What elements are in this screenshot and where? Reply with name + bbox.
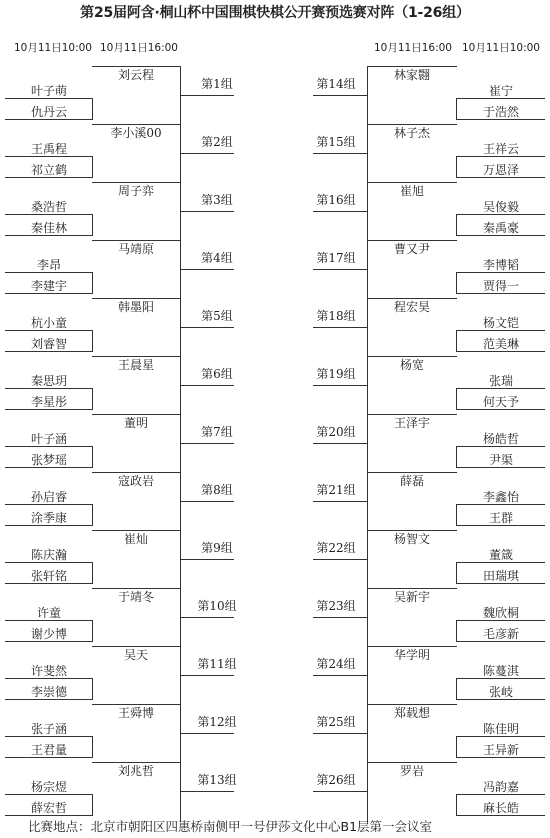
seed-line (367, 530, 457, 531)
group-connector (180, 530, 181, 590)
group-line (313, 211, 368, 212)
group-label: 第7组 (201, 425, 233, 439)
seed-line (92, 704, 181, 705)
player-line (456, 388, 545, 389)
player-name: 贾得一 (482, 279, 519, 293)
group-label: 第11组 (197, 657, 237, 671)
player-line (456, 446, 545, 447)
seed-player: 崔灿 (123, 532, 148, 546)
venue-text: 比赛地点：北京市朝阳区四惠桥南侧甲一号伊莎文化中心B1层第一会议室 (28, 819, 433, 834)
seed-line (92, 356, 181, 357)
player-name: 许童 (36, 606, 61, 620)
pair-connector (456, 736, 457, 757)
group-label: 第10组 (197, 599, 237, 613)
group-label: 第4组 (201, 251, 233, 265)
seed-player: 刘云程 (117, 68, 154, 82)
seed-player: 周子弈 (117, 184, 154, 198)
pair-connector (92, 736, 93, 757)
player-name: 薛宏哲 (30, 801, 67, 815)
pair-connector (92, 272, 93, 293)
player-line (456, 293, 545, 294)
player-line (456, 119, 545, 120)
seed-line (92, 66, 181, 67)
group-connector (180, 356, 181, 416)
player-name: 许斐然 (30, 664, 67, 678)
group-label: 第24组 (316, 657, 356, 671)
player-name: 王禹程 (30, 142, 67, 156)
player-name: 陈蔓淇 (482, 664, 519, 678)
player-name: 陈佳明 (482, 722, 519, 736)
group-label: 第20组 (316, 425, 356, 439)
player-line (5, 214, 93, 215)
pair-connector (456, 330, 457, 351)
player-line (456, 678, 545, 679)
player-line (5, 736, 93, 737)
seed-line (92, 530, 181, 531)
group-line (313, 501, 368, 502)
seed-line (367, 298, 457, 299)
player-name: 麻长皓 (482, 801, 519, 815)
player-line (5, 504, 93, 505)
player-name: 杨皓哲 (482, 432, 519, 446)
group-label: 第18组 (316, 309, 356, 323)
group-connector (180, 414, 181, 474)
player-line (5, 409, 93, 410)
seed-player: 薛磊 (399, 474, 424, 488)
group-line (180, 733, 234, 734)
player-name: 王群 (488, 511, 513, 525)
seed-line (92, 588, 181, 589)
player-name: 张瑞 (488, 374, 513, 388)
player-name: 毛彦新 (482, 627, 519, 641)
seed-line (92, 240, 181, 241)
player-name: 董箴 (488, 548, 513, 562)
pair-connector (456, 388, 457, 409)
seed-player: 吴天 (123, 648, 148, 662)
player-line (456, 409, 545, 410)
group-line (313, 733, 368, 734)
player-line (456, 504, 545, 505)
seed-line (367, 762, 457, 763)
pair-connector (456, 98, 457, 119)
left-round2-time: 10月11日16:00 (100, 42, 178, 54)
group-label: 第14组 (316, 77, 356, 91)
seed-player: 王泽宇 (393, 416, 430, 430)
group-connector (180, 704, 181, 764)
player-line (456, 757, 545, 758)
seed-player: 刘兆哲 (117, 764, 154, 778)
player-line (5, 388, 93, 389)
player-name: 李昂 (36, 258, 61, 272)
player-name: 冯韵嘉 (482, 780, 519, 794)
player-line (5, 562, 93, 563)
left-round1-time: 10月11日10:00 (14, 42, 92, 54)
seed-line (367, 240, 457, 241)
player-line (5, 583, 93, 584)
pair-connector (92, 156, 93, 177)
group-line (313, 385, 368, 386)
group-label: 第15组 (316, 135, 356, 149)
player-line (456, 736, 545, 737)
pair-connector (456, 446, 457, 467)
player-name: 张轩铭 (30, 569, 67, 583)
player-name: 尹渠 (488, 453, 513, 467)
group-line (313, 675, 368, 676)
player-name: 何天予 (482, 395, 519, 409)
pair-connector (456, 272, 457, 293)
group-line (313, 327, 368, 328)
pair-connector (456, 504, 457, 525)
seed-player: 于靖冬 (117, 590, 154, 604)
pair-connector (92, 214, 93, 235)
player-name: 王祥云 (482, 142, 519, 156)
player-line (456, 583, 545, 584)
player-name: 秦禹豪 (482, 221, 519, 235)
player-name: 涂季康 (30, 511, 67, 525)
player-name: 王异新 (482, 743, 519, 757)
group-label: 第21组 (316, 483, 356, 497)
group-label: 第8组 (201, 483, 233, 497)
player-name: 陈庆瀚 (30, 548, 67, 562)
seed-line (92, 646, 181, 647)
player-name: 秦佳林 (30, 221, 67, 235)
player-line (456, 214, 545, 215)
player-line (456, 156, 545, 157)
player-name: 魏欣桐 (482, 606, 519, 620)
seed-line (92, 124, 181, 125)
right-round2-time: 10月11日16:00 (374, 42, 452, 54)
seed-player: 李小溪00 (110, 126, 162, 140)
player-line (456, 177, 545, 178)
group-connector (180, 240, 181, 300)
group-line (313, 791, 368, 792)
group-line (313, 269, 368, 270)
pair-connector (92, 330, 93, 351)
player-name: 崔宁 (488, 84, 513, 98)
player-name: 李星彤 (30, 395, 67, 409)
seed-line (367, 588, 457, 589)
group-line (180, 617, 234, 618)
seed-line (367, 356, 457, 357)
player-line (5, 119, 93, 120)
player-name: 田瑞琪 (482, 569, 519, 583)
seed-line (92, 414, 181, 415)
group-line (313, 153, 368, 154)
group-label: 第13组 (197, 773, 237, 787)
group-connector (180, 646, 181, 706)
player-line (5, 351, 93, 352)
group-label: 第3组 (201, 193, 233, 207)
player-line (456, 330, 545, 331)
seed-player: 董明 (123, 416, 148, 430)
player-name: 孙启睿 (30, 490, 67, 504)
seed-player: 马靖原 (117, 242, 154, 256)
pair-connector (92, 620, 93, 641)
player-line (5, 293, 93, 294)
pair-connector (92, 562, 93, 583)
player-name: 叶子萌 (30, 84, 67, 98)
seed-player: 吴新宇 (393, 590, 430, 604)
player-name: 万恩泽 (482, 163, 519, 177)
seed-player: 王晨星 (117, 358, 154, 372)
player-line (5, 272, 93, 273)
pair-connector (92, 794, 93, 815)
player-line (5, 641, 93, 642)
player-name: 杨文铠 (482, 316, 519, 330)
player-line (5, 156, 93, 157)
group-label: 第23组 (316, 599, 356, 613)
seed-player: 华学明 (393, 648, 430, 662)
player-line (456, 525, 545, 526)
player-name: 李鑫怡 (482, 490, 519, 504)
pair-connector (92, 388, 93, 409)
player-line (5, 794, 93, 795)
player-line (5, 235, 93, 236)
seed-player: 崔旭 (399, 184, 424, 198)
seed-player: 曹又尹 (393, 242, 430, 256)
group-line (313, 617, 368, 618)
seed-line (367, 124, 457, 125)
group-line (180, 95, 234, 96)
seed-line (367, 472, 457, 473)
player-line (5, 757, 93, 758)
group-line (180, 791, 234, 792)
seed-player: 郑载想 (393, 706, 430, 720)
seed-player: 程宏昊 (393, 300, 430, 314)
player-line (5, 699, 93, 700)
player-name: 张岐 (488, 685, 513, 699)
player-name: 祁立鹤 (30, 163, 67, 177)
group-line (180, 559, 234, 560)
group-connector (180, 472, 181, 532)
player-name: 张子涵 (30, 722, 67, 736)
player-line (456, 641, 545, 642)
pair-connector (456, 620, 457, 641)
group-label: 第9组 (201, 541, 233, 555)
group-connector (180, 124, 181, 184)
player-name: 王君量 (30, 743, 67, 757)
group-label: 第25组 (316, 715, 356, 729)
group-line (180, 501, 234, 502)
seed-player: 罗岩 (399, 764, 424, 778)
group-line (313, 443, 368, 444)
seed-player: 杨智文 (393, 532, 430, 546)
group-label: 第2组 (201, 135, 233, 149)
group-line (180, 675, 234, 676)
player-line (456, 815, 545, 816)
player-name: 李博韬 (482, 258, 519, 272)
player-line (456, 562, 545, 563)
group-line (180, 211, 234, 212)
seed-line (367, 182, 457, 183)
player-line (5, 467, 93, 468)
group-label: 第19组 (316, 367, 356, 381)
group-line (313, 95, 368, 96)
pair-connector (456, 156, 457, 177)
pair-connector (92, 446, 93, 467)
pair-connector (92, 678, 93, 699)
player-name: 仇丹云 (30, 105, 67, 119)
group-connector (180, 298, 181, 358)
player-name: 张梦瑶 (30, 453, 67, 467)
group-line (180, 153, 234, 154)
seed-player: 林家翾 (393, 68, 430, 82)
seed-line (367, 704, 457, 705)
group-line (180, 327, 234, 328)
group-line (313, 559, 368, 560)
seed-player: 林子杰 (393, 126, 430, 140)
seed-player: 杨宽 (399, 358, 424, 372)
group-line (180, 443, 234, 444)
player-line (456, 272, 545, 273)
group-label: 第16组 (316, 193, 356, 207)
player-line (5, 815, 93, 816)
pair-connector (92, 98, 93, 119)
player-name: 谢少博 (30, 627, 67, 641)
player-line (5, 446, 93, 447)
group-label: 第1组 (201, 77, 233, 91)
player-name: 李崇德 (30, 685, 67, 699)
player-line (456, 620, 545, 621)
player-line (5, 98, 93, 99)
player-line (5, 177, 93, 178)
player-name: 叶子涵 (30, 432, 67, 446)
seed-line (92, 182, 181, 183)
seed-player: 寇政岩 (117, 474, 154, 488)
player-line (456, 467, 545, 468)
player-line (5, 525, 93, 526)
player-line (5, 678, 93, 679)
group-line (180, 269, 234, 270)
group-label: 第17组 (316, 251, 356, 265)
player-line (456, 699, 545, 700)
group-line (180, 385, 234, 386)
pair-connector (456, 214, 457, 235)
right-round1-time: 10月11日10:00 (462, 42, 540, 54)
group-label: 第22组 (316, 541, 356, 555)
group-connector (180, 182, 181, 242)
group-label: 第5组 (201, 309, 233, 323)
pair-connector (456, 794, 457, 815)
player-line (456, 235, 545, 236)
pair-connector (456, 678, 457, 699)
group-connector (180, 588, 181, 648)
player-name: 范美琳 (482, 337, 519, 351)
seed-line (367, 646, 457, 647)
player-line (5, 620, 93, 621)
player-name: 李建宇 (30, 279, 67, 293)
player-name: 杨宗煜 (30, 780, 67, 794)
player-name: 秦思玥 (30, 374, 67, 388)
seed-player: 王舜博 (117, 706, 154, 720)
seed-line (92, 472, 181, 473)
player-name: 吴俊毅 (482, 200, 519, 214)
group-label: 第6组 (201, 367, 233, 381)
player-name: 刘睿智 (30, 337, 67, 351)
player-name: 杭小童 (30, 316, 67, 330)
seed-line (92, 298, 181, 299)
player-name: 于浩然 (482, 105, 519, 119)
player-line (456, 98, 545, 99)
page-title: 第25届阿含·桐山杯中国围棋快棋公开赛预选赛对阵（1-26组） (80, 5, 470, 21)
player-line (456, 794, 545, 795)
player-line (5, 330, 93, 331)
group-connector (180, 762, 181, 822)
pair-connector (456, 562, 457, 583)
seed-line (367, 66, 457, 67)
group-label: 第26组 (316, 773, 356, 787)
seed-line (367, 414, 457, 415)
group-connector (180, 66, 181, 126)
seed-line (92, 762, 181, 763)
player-name: 桑浩哲 (30, 200, 67, 214)
seed-player: 韩墨阳 (117, 300, 154, 314)
group-label: 第12组 (197, 715, 237, 729)
player-line (456, 351, 545, 352)
pair-connector (92, 504, 93, 525)
